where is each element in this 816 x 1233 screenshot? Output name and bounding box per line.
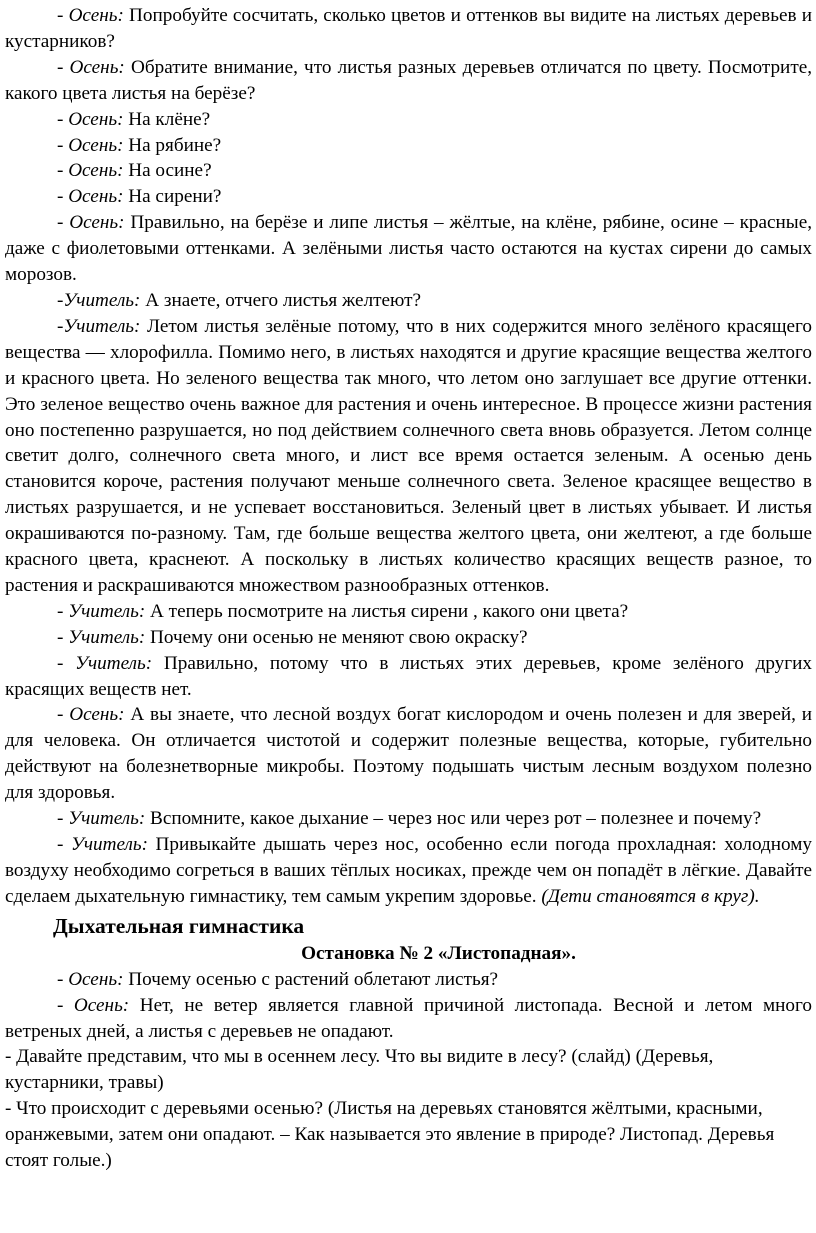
paragraph: - Осень: Попробуйте сосчитать, сколько цветов и оттенков вы видите на листьях деревьев и кустарников? bbox=[5, 5, 813, 52]
paragraph-text: Привыкайте дышать через нос, особенно если погода прохладная: холодному воздуху необходимо согреться в ваших тёплых носиках, прежде чем он попадёт в лёгкие. Давайте сделаем дыхательную гимнастику, тем самым укрепим здоровье. bbox=[5, 834, 813, 907]
paragraph: - Учитель: Привыкайте дышать через нос, особенно если погода прохладная: холодному воздуху необходимо согреться в ваших тёплых носиках, прежде чем он попадёт в лёгкие. Давайте сделаем дыхательную гимнастику, тем самым укрепим здоровье. (Дети становятся в круг). bbox=[5, 834, 813, 907]
speaker-autumn: Осень: bbox=[69, 704, 125, 726]
paragraph-text: На клёне? bbox=[128, 108, 211, 130]
paragraph-text: Правильно, на берёзе и липе листья – жёлтые, на клёне, рябине, осине – красные, даже с фиолетовыми оттенками. А зелёными листья часто остаются на кустах сирени до самых морозов. bbox=[5, 212, 813, 286]
paragraph: -Учитель: А знаете, отчего листья желтеют? bbox=[57, 289, 422, 311]
paragraph-text: Почему осенью с растений облетают листья? bbox=[128, 968, 499, 990]
paragraph: - Осень: А вы знаете, что лесной воздух богат кислородом и очень полезен и для зверей, и для человека. Он отличается чистотой и содержит полезные вещества, которые, губительно действуют на болезнетворные микробы. Поэтому подышать чистым лесным воздухом полезно для здоровья. bbox=[5, 704, 813, 804]
speaker-teacher: Учитель: bbox=[68, 600, 146, 622]
paragraph: - Осень: Правильно, на берёзе и липе листья – жёлтые, на клёне, рябине, осине – красные, даже с фиолетовыми оттенками. А зелёными листья часто остаются на кустах сирени до самых морозов. bbox=[5, 212, 813, 286]
paragraph-text: Почему они осенью не меняют свою окраску? bbox=[150, 626, 528, 648]
paragraph: - Осень: Нет, не ветер является главной причиной листопада. Весной и летом много ветреных дней, а листья с деревьев не опадают. bbox=[5, 994, 812, 1042]
paragraph-text: А теперь посмотрите на листья сирени , какого они цвета? bbox=[150, 600, 629, 622]
stage-direction: (Дети становятся в круг). bbox=[541, 885, 760, 907]
paragraph: - Осень: На рябине? bbox=[57, 134, 222, 156]
paragraph: - Учитель: Правильно, потому что в листьях этих деревьев, кроме зелёного других красящих веществ нет. bbox=[5, 652, 812, 700]
paragraph-text: На осине? bbox=[128, 160, 212, 182]
paragraph: - Осень: На осине? bbox=[57, 160, 212, 182]
speaker-teacher: Учитель: bbox=[63, 315, 141, 337]
paragraph-text: Попробуйте сосчитать, сколько цветов и оттенков вы видите на листьях деревьев и кустарников? bbox=[5, 5, 813, 52]
paragraph: - Осень: На клёне? bbox=[57, 108, 211, 130]
speaker-teacher: Учитель: bbox=[68, 626, 146, 648]
paragraph: - Учитель: Вспомните, какое дыхание – через нос или через рот – полезнее и почему? bbox=[57, 808, 762, 830]
speaker-autumn: Осень: bbox=[68, 968, 124, 990]
speaker-autumn: Осень: bbox=[69, 56, 125, 78]
speaker-autumn: Осень: bbox=[73, 994, 130, 1016]
paragraph: - Давайте представим, что мы в осеннем лесу. Что вы видите в лесу? (слайд) (Деревья, кустарники, травы) bbox=[5, 1046, 714, 1094]
speaker-autumn: Осень: bbox=[68, 108, 124, 130]
speaker-autumn: Осень: bbox=[68, 5, 124, 26]
speaker-autumn: Осень: bbox=[68, 186, 124, 208]
station-heading: Остановка № 2 «Листопадная». bbox=[301, 942, 576, 964]
speaker-teacher: Учитель: bbox=[68, 808, 146, 830]
paragraph-text: А знаете, отчего листья желтеют? bbox=[145, 289, 422, 311]
paragraph: - Осень: Обратите внимание, что листья разных деревьев отличатся по цвету. Посмотрите, какого цвета листья на берёзе? bbox=[5, 56, 813, 104]
paragraph: -Учитель: Летом листья зелёные потому, что в них содержится много зелёного красящего вещества — хлорофилла. Помимо него, в листьях находятся и другие красящие вещества желтого и красного цвета. Но зеленого вещества так много, что летом оно заглушает все другие оттенки. Это зеленое вещество очень важное для растения и очень интересное. В процессе жизни растения оно постепенно разрушается, но под действием солнечного света вновь образуется. Летом солнце светит долго, солнечного света много, и лист все время остается зеленым. А осенью день становится короче, растения получают меньше солнечного света. Зеленое красящее вещество в листьях разрушается, и не успевает восстановиться. Зеленый цвет в листьях убывает. И листья окрашиваются по-разному. Там, где больше вещества желтого цвета, они желтеют, а где больше красного цвета, краснеют. А поскольку в листьях количество красящих веществ разное, то растения и раскрашиваются множеством разнообразных оттенков. bbox=[5, 315, 812, 596]
speaker-autumn: Осень: bbox=[68, 134, 124, 156]
speaker-autumn: Осень: bbox=[68, 160, 124, 182]
speaker-teacher: Учитель: bbox=[70, 834, 148, 855]
paragraph: - Что происходит с деревьями осенью? (Листья на деревьях становятся жёлтыми, красными, оранжевыми, затем они опадают. – Как называется это явление в природе? Листопад. Деревья стоят голые.) bbox=[5, 1098, 775, 1172]
paragraph-text: Вспомните, какое дыхание – через нос или через рот – полезнее и почему? bbox=[150, 808, 762, 830]
paragraph-text: А вы знаете, что лесной воздух богат кислородом и очень полезен и для зверей, и для человека. Он отличается чистотой и содержит полезные вещества, которые, губительно действуют на болезнетворные микробы. Поэтому подышать чистым лесным воздухом полезно для здоровья. bbox=[5, 704, 813, 804]
paragraph: - Осень: На сирени? bbox=[57, 186, 222, 208]
paragraph-text: Правильно, потому что в листьях этих деревьев, кроме зелёного других красящих веществ нет. bbox=[5, 652, 812, 700]
speaker-teacher: Учитель: bbox=[75, 652, 153, 674]
paragraph-text: Летом листья зелёные потому, что в них содержится много зелёного красящего вещества — хлорофилла. Помимо него, в листьях находятся и другие красящие вещества желтого и красного цвета. Но зеленого вещества так много, что летом оно заглушает все другие оттенки. Это зеленое вещество очень важное для растения и очень интересное. В процессе жизни растения оно постепенно разрушается, но под действием солнечного света вновь образуется. Летом солнце светит долго, солнечного света много, и лист все время остается зеленым. А осенью день становится короче, растения получают меньше солнечного света. Зеленое красящее вещество в листьях разрушается, и не успевает восстановиться. Зеленый цвет в листьях убывает. И листья окрашиваются по-разному. Там, где больше вещества желтого цвета, они желтеют, а где больше красного цвета, краснеют. А поскольку в листьях количество красящих веществ разное, то растения и раскрашиваются множеством разнообразных оттенков. bbox=[5, 315, 812, 596]
speaker-teacher: Учитель: bbox=[63, 289, 141, 311]
speaker-autumn: Осень: bbox=[69, 212, 125, 234]
paragraph: - Учитель: Почему они осенью не меняют свою окраску? bbox=[57, 626, 528, 648]
paragraph-text: Обратите внимание, что листья разных деревьев отличатся по цвету. Посмотрите, какого цвета листья на берёзе? bbox=[5, 56, 813, 104]
paragraph: - Учитель: А теперь посмотрите на листья сирени , какого они цвета? bbox=[57, 600, 629, 622]
paragraph: - Осень: Почему осенью с растений облетают листья? bbox=[57, 968, 499, 990]
paragraph-text: На сирени? bbox=[128, 186, 222, 208]
section-heading: Дыхательная гимнастика bbox=[53, 913, 305, 938]
paragraph-text: Нет, не ветер является главной причиной листопада. Весной и летом много ветреных дней, а листья с деревьев не опадают. bbox=[5, 994, 812, 1042]
paragraph-text: На рябине? bbox=[128, 134, 222, 156]
